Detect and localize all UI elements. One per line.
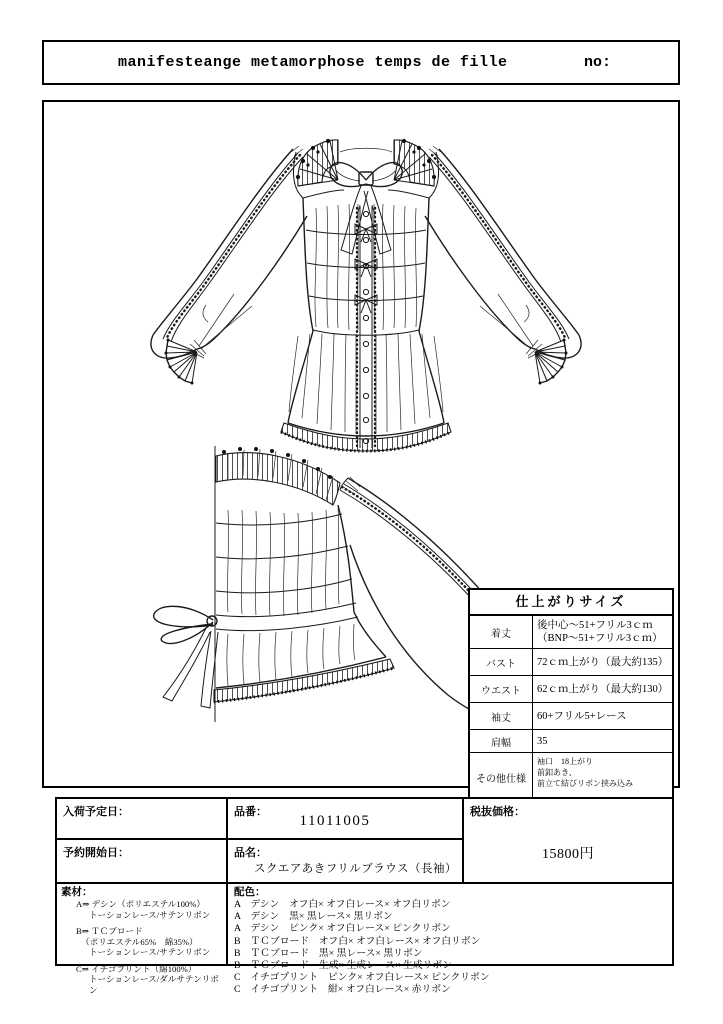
size-label: ウエスト <box>470 676 533 702</box>
brand-title: manifesteange metamorphose temps de fille <box>118 54 508 71</box>
size-value-2: 前釦あき、 <box>537 768 577 777</box>
size-label: 肩幅 <box>470 730 533 752</box>
colorways-cell <box>228 884 672 996</box>
price-value: 15800円 <box>542 847 594 862</box>
item-number-label: 品番： <box>234 806 267 818</box>
size-row-waist <box>470 676 672 703</box>
size-label: その他仕様 <box>470 753 533 801</box>
side-waist-bow <box>154 606 218 708</box>
colorway-line: A デシン オフ白× オフ白レース× オフ白リボン <box>234 899 451 910</box>
colorway-line: C イチゴプリント ピンク× オフ白レース× ピンクリボン <box>234 972 490 984</box>
header-bar <box>42 40 680 85</box>
material-line: （ポリエステル65% 綿35%） <box>81 936 198 947</box>
arrival-date-label: 入荷予定日： <box>63 806 129 818</box>
colorway-line: A デシン 黒× 黒レース× 黒リボン <box>234 911 393 923</box>
material-line: トーションレース/ダルサテンリボン <box>89 974 219 995</box>
arrival-date-cell <box>57 799 228 840</box>
size-value: 袖口 18上がり <box>537 757 593 766</box>
colorway-line: B ＴＣブロード 生成× 生成レース× 生成リボン <box>234 960 452 972</box>
size-value-3: 前立て結びリボン挟み込み <box>537 779 633 788</box>
reservation-date-cell <box>57 840 228 884</box>
item-name-value: スクエアあきフリルブラウス（長袖） <box>254 863 457 875</box>
size-value-2: （BNP～51+フリル3ｃｍ） <box>537 633 663 644</box>
materials-label: 素材： <box>61 887 93 898</box>
price-label: 税抜価格： <box>470 806 525 818</box>
front-right-sleeve <box>425 146 581 385</box>
size-value: 60+フリル5+レース <box>537 710 627 722</box>
colorway-line: C イチゴプリント 紺× オフ白レース× 赤リボン <box>234 984 451 996</box>
side-bodice <box>214 505 394 702</box>
reservation-date-label: 予約開始日： <box>63 847 129 859</box>
technical-drawing-area <box>42 100 680 788</box>
item-name-label: 品名： <box>234 847 267 859</box>
material-line: C⇒ イチゴプリント（綿100%） <box>76 963 197 974</box>
size-row-other <box>470 753 672 801</box>
size-value: 62ｃｍ上がり（最大約130） <box>537 683 669 695</box>
no-label: no: <box>584 54 612 71</box>
front-bodice <box>281 148 451 451</box>
front-left-sleeve <box>151 146 307 385</box>
size-label: 袖丈 <box>470 703 533 729</box>
size-table <box>468 588 674 803</box>
price-cell <box>464 799 672 884</box>
front-view-drawing <box>151 139 581 451</box>
material-line: トーションレース/サテンリボン <box>89 947 211 957</box>
product-info-table <box>55 797 674 996</box>
item-number-cell <box>228 799 464 840</box>
size-label: バスト <box>470 649 533 675</box>
item-number-value: 11011005 <box>299 813 371 829</box>
size-table-title: 仕上がりサイズ <box>470 590 672 616</box>
size-row-bust <box>470 649 672 676</box>
colorway-line: B ＴＣブロード オフ白× オフ白レース× オフ白リボン <box>234 935 481 947</box>
size-row-sleeve <box>470 703 672 730</box>
colorway-line: A デシン ピンク× オフ白レース× ピンクリボン <box>234 923 451 935</box>
size-row-length <box>470 616 672 649</box>
material-line: A⇒ デシン（ポリエステル100%） <box>76 899 205 909</box>
colorways-label: 配色： <box>234 887 266 898</box>
material-line: B⇒ ＴＣブロード <box>76 926 143 936</box>
front-center-bow <box>330 163 402 254</box>
size-row-shoulder <box>470 730 672 753</box>
colorway-line: B ＴＣブロード 黒× 黒レース× 黒リボン <box>234 947 423 959</box>
size-value: 35 <box>537 735 548 747</box>
size-value: 72ｃｍ上がり（最大約135） <box>537 656 669 668</box>
size-label: 着丈 <box>470 616 533 648</box>
material-line: トーションレース/サテンリボン <box>89 909 211 920</box>
item-name-cell <box>228 840 464 884</box>
materials-cell <box>57 884 228 995</box>
side-neck-frill <box>216 447 340 505</box>
size-value: 後中心～51+フリル3ｃｍ <box>537 620 653 631</box>
